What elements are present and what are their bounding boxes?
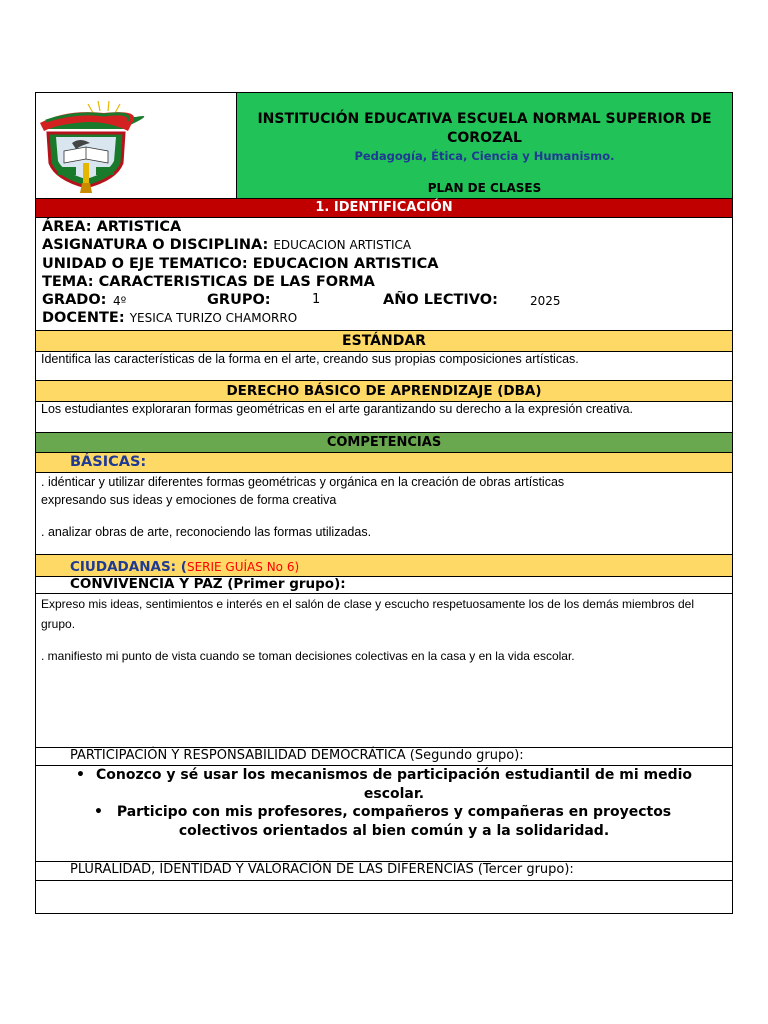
school-crest-logo	[36, 93, 236, 200]
basic-competency-line-3: . analizar obras de arte, reconociendo las formas utilizadas.	[41, 525, 372, 539]
citizen-competencies-header	[35, 555, 733, 577]
document-header	[35, 92, 733, 199]
competencies-header: COMPETENCIAS	[35, 433, 733, 453]
group-label: GRUPO:	[207, 292, 271, 309]
area-label: ÁREA:	[42, 219, 92, 235]
citizen-title: CIUDADANAS: (	[70, 559, 187, 575]
identification-section-header: 1. IDENTIFICACIÓN	[35, 199, 733, 218]
standard-header: ESTÁNDAR	[35, 331, 733, 352]
year-value: 2025	[530, 294, 561, 309]
basic-competency-line-2: expresando sus ideas y emociones de forma creativa	[41, 493, 337, 507]
unit-line	[42, 255, 732, 273]
teacher-value: YESICA TURIZO CHAMORRO	[129, 311, 298, 326]
group2-header: PARTICIPACIÓN Y RESPONSABILIDAD DEMOCRÁTICA (Segundo grupo):	[35, 748, 733, 766]
school-logo-cell	[36, 93, 237, 198]
group2-body	[35, 766, 733, 862]
document-type: PLAN DE CLASES	[427, 181, 542, 195]
dba-text: Los estudiantes exploraran formas geométricas en el arte garantizando su derecho a la expresión creativa.	[35, 402, 733, 433]
basic-competency-line-1: . idénticar y utilizar diferentes formas geométricas y orgánica en la creación de obras artísticas	[41, 475, 565, 489]
group-value: 1	[312, 292, 321, 308]
year-label: AÑO LECTIVO:	[383, 292, 498, 309]
group1-body	[35, 594, 733, 748]
group2-item-2	[36, 803, 732, 840]
area-line	[42, 218, 732, 236]
group3-body	[35, 881, 733, 914]
grade-group-year-line	[42, 291, 732, 309]
group2-item-2-line-1: Participo con mis profesores, compañeros y compañeras en proyectos	[116, 804, 672, 820]
unit-label: UNIDAD O EJE TEMATICO:	[42, 255, 248, 272]
group2-item-1-line-2: escolar.	[363, 785, 425, 802]
teacher-line	[42, 309, 732, 327]
topic-label: TEMA:	[42, 273, 94, 290]
group1-line-3: . manifiesto mi punto de vista cuando se toman decisiones colectivas en la casa y en la vida escolar.	[41, 649, 575, 663]
subject-label: ASIGNATURA O DISCIPLINA:	[42, 237, 269, 254]
citizen-series-reference: SERIE GUÍAS No 6)	[186, 560, 300, 574]
teacher-label: DOCENTE:	[42, 310, 125, 327]
group2-item-1	[36, 766, 732, 803]
identification-details	[35, 218, 733, 331]
basic-competencies-body	[35, 473, 733, 555]
institution-title-cell	[237, 93, 732, 198]
bullet-icon: •	[76, 767, 85, 783]
bullet-icon: •	[94, 804, 103, 820]
area-value: ARTISTICA	[96, 219, 182, 235]
group2-item-1-line-1: Conozco y sé usar los mecanismos de participación estudiantil de mi medio	[95, 767, 693, 783]
institution-name: INSTITUCIÓN EDUCATIVA ESCUELA NORMAL SUPERIOR DE COROZAL	[257, 111, 712, 146]
group2-item-2-line-2: colectivos orientados al bien común y a la solidaridad.	[178, 822, 610, 839]
institution-motto: Pedagogía, Ética, Ciencia y Humanismo.	[354, 149, 615, 163]
group3-header: PLURALIDAD, IDENTIDAD Y VALORACIÓN DE LAS DIFERENCIAS (Tercer grupo):	[35, 862, 733, 881]
group1-line-2: grupo.	[41, 617, 76, 631]
dba-header: DERECHO BÁSICO DE APRENDIZAJE (DBA)	[35, 381, 733, 402]
group1-line-1: Expreso mis ideas, sentimientos e interés en el salón de clase y escucho respetuosamente los de los demás miembros del	[41, 597, 694, 611]
unit-value: EDUCACION ARTISTICA	[252, 255, 439, 272]
group2-list	[36, 766, 732, 840]
group1-header: CONVIVENCIA Y PAZ (Primer grupo):	[35, 577, 733, 594]
standard-text: Identifica las características de la forma en el arte, creando sus propias composiciones artísticas.	[35, 352, 733, 381]
subject-line	[42, 236, 732, 254]
lesson-plan-document	[35, 92, 733, 914]
subject-value: EDUCACION ARTISTICA	[273, 238, 412, 253]
basic-competencies-header: BÁSICAS:	[35, 453, 733, 473]
grade-label: GRADO:	[42, 292, 107, 309]
grade-value: 4º	[113, 294, 127, 309]
topic-value: CARACTERISTICAS DE LAS FORMA	[98, 273, 375, 290]
topic-line	[42, 273, 732, 291]
